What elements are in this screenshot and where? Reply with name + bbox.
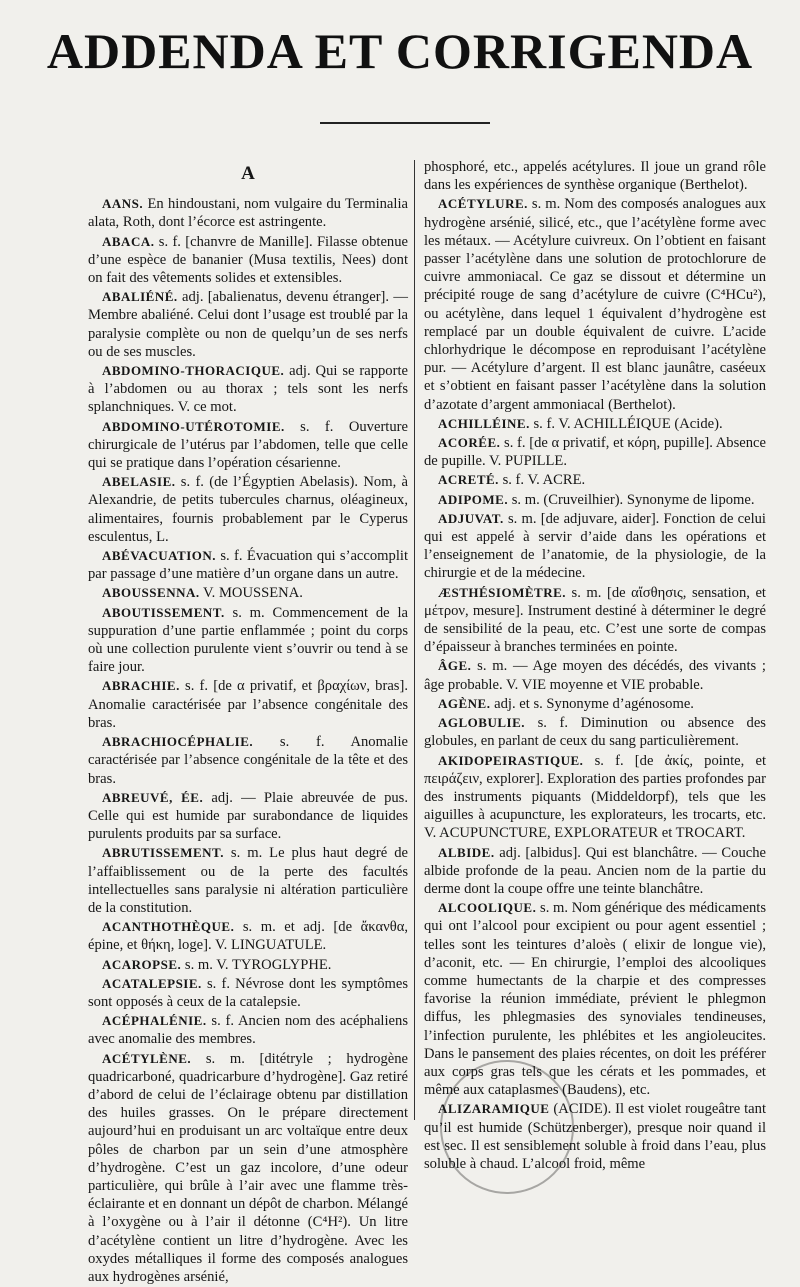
entry-headword: ACANTHOTHÈQUE. [102,919,235,935]
entry-headword: ACATALEPSIE. [102,975,202,991]
entry-headword: ABRUTISSEMENT. [102,845,224,861]
dictionary-entry [424,584,766,657]
page-title: ADDENDA ET CORRIGENDA [46,23,754,79]
column-divider [414,160,415,1120]
entry-headword: ALIZARAMIQUE [438,1101,550,1117]
dictionary-entry [424,491,766,509]
entry-headword: ABOUSSENNA. [102,585,200,601]
dictionary-entry [88,195,408,231]
entry-definition: s. f. [de α privatif, et βραχίων, bras]. Anomalie caractérisée par l’absence congénitale des bras. [88,678,408,731]
entry-headword: ABACA. [102,233,155,249]
entry-definition: s. m. [de adjuvare, aider]. Fonction de celui qui est appelé à servir d’aide dans les opérations et l’enseignement de l’anatomie, de la physiologie, de la chirurgie et de la médecine. [424,510,766,582]
entry-definition: (ACIDE). Il est violet rougeâtre tant qu’il est humide (Schützenberger), presque noir quand il est sec. Il est sensiblement soluble à froid dans l’eau, plus soluble à chaud. L’alcool froid, même [424,1101,766,1172]
dictionary-entry [88,789,408,844]
dictionary-entry [88,733,408,788]
dictionary-entry [88,677,408,732]
entry-headword: ACÉTYLURE. [438,196,528,212]
entry-definition: s. f. Anomalie caractérisée par l’absence congénitale de la tête et des bras. [88,734,408,787]
dictionary-entry [88,233,408,288]
entry-definition: s. m. Le plus haut degré de l’affaiblissement ou de la perte des facultés intellectuelles sans paralysie ni altération particulière de la constitution. [88,845,408,916]
dictionary-entry [88,1050,408,1287]
entry-definition: s. f. Ouverture chirurgicale de l’utérus par l’abdomen, telle que celle qui se pratique dans l’opération césarienne. [88,418,408,472]
left-column [88,165,408,1287]
entry-definition: V. MOUSSENA. [199,585,303,602]
entry-headword: ADJUVAT. [438,510,504,526]
entry-definition: s. m. [ditétryle ; hydrogène quadricarboné, quadricarbure d’hydrogène]. Gaz retiré d’abord de celui de l’éclairage obtenu par distillation des huiles grasses. On le prépare directement aujourd’hui en produisant un arc voltaïque entre deux pôles de charbon par un sein d’une atmosphère d’hydrogène. C’est un gaz incolore, d’une odeur particulière, qui brûle à l’air avec une flamme très-éclairante et en donnant un dépôt de charbon. Mélangé à l’oxygène ou à l’air il détonne (C⁴H²). Un litre d’acétylène contient un litre d’hydrogène. Avec les oxydes métalliques il forme des composés analogues aux hydrogènes arsénié, [88,1050,408,1285]
dictionary-entry [88,1012,408,1048]
dictionary-entry [424,471,766,489]
dictionary-entry [88,362,408,417]
entry-definition: s. f. [de ἀκίς, pointe, et πειράζειν, explorer]. Exploration des parties profondes par des instruments piquants (Middeldorpf), tels que les aiguilles à acupuncture, les explorateurs, les trocarts, etc. V. ACUPUNCTURE, EXPLORATEUR et TROCART. [424,752,766,842]
entry-definition: adj. — Plaie abreuvée de pus. Celle qui est humide par surabondance de liquides purulents produits par sa surface. [88,789,408,843]
entry-definition: s. m. V. TYROGLYPHE. [181,956,332,973]
entry-headword: ABDOMINO-UTÉROTOMIE. [102,418,285,434]
entry-headword: AGÈNE. [438,695,491,711]
entry-headword: ACÉTYLÈNE. [102,1050,192,1066]
dictionary-entry [424,714,766,750]
entry-headword: AANS. [102,196,144,212]
entry-headword: ÂGE. [438,658,472,674]
entry-definition: s. m. (Cruveilhier). Synonyme de lipome. [508,491,755,508]
entry-headword: ABELASIE. [102,474,176,490]
entry-headword: ADIPOME. [438,491,509,507]
entry-headword: ABOUTISSEMENT. [102,604,225,620]
entry-definition: s. f. [de α privatif, et κόρη, pupille]. Absence de pupille. V. PUPILLE. [424,435,766,470]
entry-definition: s. f. V. ACHILLÉIQUE (Acide). [529,415,723,432]
right-column [424,158,766,1174]
dictionary-entry [88,288,408,361]
entry-definition: s. f. [chanvre de Manille]. Filasse obtenue d’une espèce de bananier (Musa textilis, Nees) dont on fait des vêtements solides et extensibles. [88,233,408,287]
entry-definition: s. m. — Age moyen des décédés, des vivants ; âge probable. V. VIE moyenne et VIE probable. [424,658,766,693]
library-stamp [440,1060,574,1194]
continuation-text: phosphoré, etc., appelés acétylures. Il joue un grand rôle dans les expériences de synthèse organique (Berthelot). [424,159,766,194]
entry-headword: AKIDOPEIRASTIQUE. [438,752,584,768]
entry-headword: ALBIDE. [438,844,495,860]
entry-headword: ACORÉE. [438,435,501,451]
entry-definition: adj. [abalienatus, devenu étranger]. — Membre abaliéné. Celui dont l’usage est troublé par la paralysie complète ou non de quelqu’un de ses nerfs ou de ses muscles. [88,289,408,360]
entry-definition: s. f. Évacuation qui s’accomplit par passage d’une matière d’un organe dans un autre. [88,548,408,583]
entry-headword: ALCOOLIQUE. [438,900,537,916]
left-entries [88,195,408,1286]
section-letter: A [241,163,255,184]
dictionary-entry [424,415,766,433]
entry-definition: s. f. Névrose dont les symptômes sont opposés à ceux de la catalepsie. [88,975,408,1010]
entry-headword: ACRETÉ. [438,472,499,488]
entry-definition: adj. et s. Synonyme d’agénosome. [490,695,694,712]
dictionary-entry [88,844,408,917]
entry-definition: s. m. [de αἴσθησις, sensation, et μέτρον, mesure]. Instrument destiné à déterminer le degré de sensibilité de la peau, etc. C’est une sorte de compas d’épaisseur à branches terminées en pointe. [424,584,766,656]
right-entries [424,195,766,1173]
entry-definition: s. m. et adj. [de ἄκανθα, épine, et θήκη, loge]. V. LINGUATULE. [88,919,408,954]
entry-definition: adj. Qui se rapporte à l’abdomen ou au thorax ; tels sont les nerfs splanchniques. V. ce mot. [88,363,408,416]
dictionary-entry [424,752,766,843]
entry-headword: ABREUVÉ, ÉE. [102,789,204,805]
entry-definition: s. f. Diminution ou absence des globules, en parlant de ceux du sang particulièrement. [424,715,766,750]
entry-definition: s. f. Ancien nom des acéphaliens avec anomalie des membres. [88,1013,408,1048]
entry-headword: ABRACHIE. [102,678,180,694]
dictionary-entry [424,434,766,470]
dictionary-entry [88,473,408,546]
entry-headword: ABRACHIOCÉPHALIE. [102,734,254,750]
entry-headword: AGLOBULIE. [438,715,525,731]
dictionary-entry [424,695,766,713]
entry-definition: s. m. Nom des composés analogues aux hydrogène arsénié, silicé, etc., que l’acétylène forme avec les métaux. — Acétylure cuivreux. On l’obtient en faisant passer l’acétylène dans une solution de protochlorure de cuivre ammoniacal. Ce gaz se dissout et détermine un précipité rouge de sang d’acétylure de cuivre (C⁴HCu²), ou acétylène, dans lequel 1 équivalent d’hydrogène est remplacé par un double équivalent de cuivre. L’acide chlorhydrique le décompose en reproduisant l’acétylène pur. — Acétylure d’argent. Il est blanc jaunâtre, caséeux et s’obtient en faisant passer l’acétylène dans la solution d’azotate d’argent ammoniacal (Berthelot). [424,196,766,413]
title-rule [320,122,490,124]
entry-headword: ACHILLÉINE. [438,415,530,431]
dictionary-entry [88,584,408,602]
entry-headword: ABALIÉNÉ. [102,289,178,305]
dictionary-entry [424,510,766,583]
entry-definition: s. f. (de l’Égyptien Abelasis). Nom, à Alexandrie, de petits tubercules charnus, oléagineux, alimentaires, fournis probablement par le Cyperus esculentus, L. [88,474,408,545]
entry-definition: En hindoustani, nom vulgaire du Terminalia alata, Roth, dont l’écorce est astringente. [88,196,408,231]
entry-definition: s. m. Nom générique des médicaments qui ont l’alcool pour excipient ou pour agent essentiel ; telles sont les teintures d’aloès ( elixir de longue vie), d’aconit, etc. — En chirurgie, l’emploi des alcooliques comme humectants de la charpie et des compresses favorise la réunion immédiate, prévient le phlegmon diffus, les phlegmasies des synoviales tendineuses, l’infection purulente, les phlébites et les angioleucites. Dans le pansement des plaies récentes, on doit les préférer aux corps gras tels que les cérats et les pommades, et même aux cataplasmes (Baudens), etc. [424,900,766,1099]
entry-definition: adj. [albidus]. Qui est blanchâtre. — Couche albide profonde de la peau. Ancien nom de la partie du derme dont la coupe offre une teinte blanchâtre. [424,844,766,897]
dictionary-entry [88,918,408,954]
dictionary-entry [88,418,408,473]
entry-definition: s. m. Commencement de la suppuration d’une partie enflammée ; point du corps où une collection purulente vient s’ouvrir ou tend à se faire jour. [88,604,408,676]
dictionary-entry [88,604,408,677]
dictionary-entry [88,956,408,974]
entry-headword: ABDOMINO-THORACIQUE. [102,363,285,379]
entry-headword: ACÉPHALÉNIE. [102,1013,207,1029]
dictionary-entry [424,844,766,899]
entry-headword: ABÉVACUATION. [102,548,217,564]
entry-headword: ÆSTHÉSIOMÈTRE. [438,584,567,600]
dictionary-entry [424,657,766,693]
entry-headword: ACAROPSE. [102,956,182,972]
dictionary-entry [424,195,766,413]
dictionary-entry [88,975,408,1011]
entry-definition: s. f. V. ACRE. [498,472,586,489]
dictionary-entry [88,547,408,583]
